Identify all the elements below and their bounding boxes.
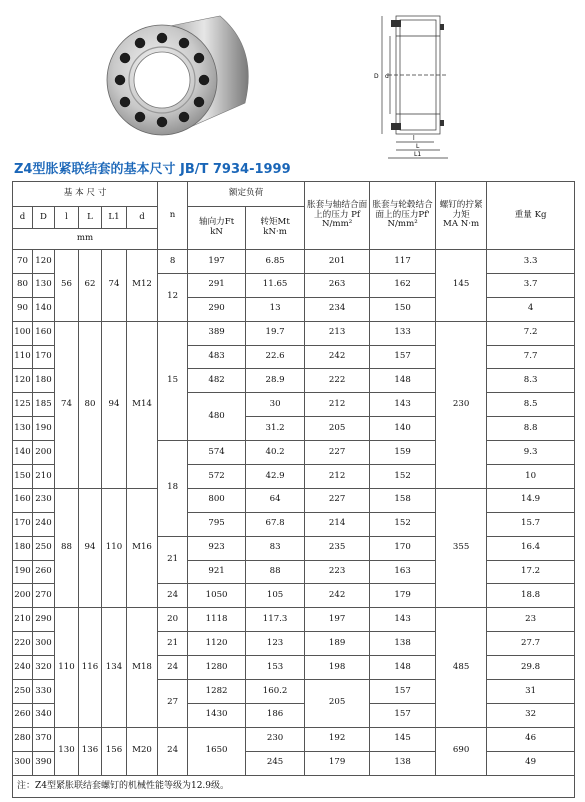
product-photo (100, 8, 260, 148)
cell-pf2: 148 (370, 656, 436, 680)
cell-pf: 234 (305, 297, 370, 321)
cell-mt: 105 (246, 584, 305, 608)
cell-pf2: 152 (370, 512, 436, 536)
cell-mt: 11.65 (246, 273, 305, 297)
cell-n: 21 (158, 632, 188, 656)
cell-pf2: 138 (370, 751, 436, 775)
cell-weight: 15.7 (487, 512, 575, 536)
cell-weight: 3.7 (487, 273, 575, 297)
cell-D: 300 (33, 632, 55, 656)
cell-mt: 40.2 (246, 441, 305, 465)
cell-D: 140 (33, 297, 55, 321)
cell-pf: 212 (305, 465, 370, 489)
cell-d: 190 (13, 560, 33, 584)
cell-n: 24 (158, 656, 188, 680)
cell-l: 74 (55, 321, 79, 488)
cell-mt: 67.8 (246, 512, 305, 536)
cell-ft: 1650 (188, 727, 246, 775)
header-pf2-unit: N/mm² (387, 219, 418, 230)
cell-l: 110 (55, 608, 79, 727)
cell-mt: 123 (246, 632, 305, 656)
cell-l: 130 (55, 727, 79, 775)
cell-L1: 110 (102, 488, 127, 607)
header-pf-label: 胀套与轴结合面上的压力 Pf (307, 199, 368, 220)
cell-d: 130 (13, 417, 33, 441)
cell-ft: 1118 (188, 608, 246, 632)
cell-pf2: 157 (370, 703, 436, 727)
cell-l: 56 (55, 250, 79, 322)
header-D: D (33, 207, 55, 229)
cell-pf: 227 (305, 441, 370, 465)
page-title: Z4型胀紧联结套的基本尺寸 JB/T 7934-1999 (14, 162, 291, 177)
cell-pf2: 145 (370, 727, 436, 751)
cell-pf2: 148 (370, 369, 436, 393)
cell-mt: 13 (246, 297, 305, 321)
cell-L1: 134 (102, 608, 127, 727)
cell-d: 260 (13, 703, 33, 727)
cell-mt: 153 (246, 656, 305, 680)
cell-d: 100 (13, 321, 33, 345)
cell-weight: 7.2 (487, 321, 575, 345)
header-L1: L1 (102, 207, 127, 229)
cell-D: 180 (33, 369, 55, 393)
cell-d: 125 (13, 393, 33, 417)
header-axial-force (188, 207, 246, 250)
cell-ft: 1120 (188, 632, 246, 656)
cell-pf: 205 (305, 680, 370, 728)
header-d: d (13, 207, 33, 229)
header-torque-label: 转矩Mt (260, 217, 290, 228)
header-pf-unit: N/mm² (322, 219, 353, 230)
cell-L1: 156 (102, 727, 127, 775)
cell-mt: 6.85 (246, 250, 305, 274)
cell-ma: 690 (436, 727, 487, 775)
cell-pf: 242 (305, 584, 370, 608)
cell-L: 62 (79, 250, 102, 322)
cell-ft: 921 (188, 560, 246, 584)
cell-d: 250 (13, 680, 33, 704)
cell-ft: 389 (188, 321, 246, 345)
cell-pf: 223 (305, 560, 370, 584)
cell-pf: 201 (305, 250, 370, 274)
cell-pf: 214 (305, 512, 370, 536)
cell-L1: 94 (102, 321, 127, 488)
cell-ma: 145 (436, 250, 487, 322)
cell-l: 88 (55, 488, 79, 607)
cell-L: 116 (79, 608, 102, 727)
cell-pf2: 143 (370, 608, 436, 632)
cell-pf2: 117 (370, 250, 436, 274)
cell-pf: 235 (305, 536, 370, 560)
cell-weight: 16.4 (487, 536, 575, 560)
cell-screw: M20 (127, 727, 158, 775)
cell-screw: M16 (127, 488, 158, 607)
cell-d: 220 (13, 632, 33, 656)
cell-ft: 800 (188, 488, 246, 512)
cell-pf2: 140 (370, 417, 436, 441)
cell-D: 260 (33, 560, 55, 584)
header-weight: 重量 Kg (487, 182, 575, 250)
cell-n: 27 (158, 680, 188, 728)
drawing-label-L: L (416, 143, 420, 150)
cell-mt: 30 (246, 393, 305, 417)
cell-mt: 160.2 (246, 680, 305, 704)
header-axial-label: 轴向力Ft (198, 217, 235, 228)
cell-pf2: 162 (370, 273, 436, 297)
cell-D: 330 (33, 680, 55, 704)
cell-weight: 8.3 (487, 369, 575, 393)
cell-weight: 10 (487, 465, 575, 489)
cell-pf2: 143 (370, 393, 436, 417)
cell-D: 120 (33, 250, 55, 274)
cell-d: 200 (13, 584, 33, 608)
cell-ft: 1050 (188, 584, 246, 608)
header-pf2-label: 胀套与轮毂结合面上的压力Pf' (372, 199, 433, 220)
cell-d: 160 (13, 488, 33, 512)
cell-ft: 480 (188, 393, 246, 441)
cell-pf2: 163 (370, 560, 436, 584)
cell-weight: 23 (487, 608, 575, 632)
cell-pf2: 157 (370, 680, 436, 704)
cell-pf2: 138 (370, 632, 436, 656)
cell-mt: 186 (246, 703, 305, 727)
cell-weight: 31 (487, 680, 575, 704)
cell-ma: 485 (436, 608, 487, 727)
cell-pf: 192 (305, 727, 370, 751)
cell-mt: 245 (246, 751, 305, 775)
cell-D: 170 (33, 345, 55, 369)
cell-mt: 28.9 (246, 369, 305, 393)
cell-D: 390 (33, 751, 55, 775)
cell-D: 210 (33, 465, 55, 489)
cell-pf2: 158 (370, 488, 436, 512)
cell-d: 120 (13, 369, 33, 393)
cell-ft: 197 (188, 250, 246, 274)
cell-D: 190 (33, 417, 55, 441)
header-basic-dims: 基 本 尺 寸 (13, 182, 158, 207)
header-ma-label: 螺钉的拧紧力矩 (439, 199, 483, 220)
cell-screw: M14 (127, 321, 158, 488)
header-ma (436, 182, 487, 250)
drawing-label-l: l (413, 135, 415, 142)
cell-D: 130 (33, 273, 55, 297)
cell-pf2: 157 (370, 345, 436, 369)
cell-d: 110 (13, 345, 33, 369)
cell-ft: 574 (188, 441, 246, 465)
cell-ft: 572 (188, 465, 246, 489)
cell-n: 24 (158, 727, 188, 775)
cell-weight: 29.8 (487, 656, 575, 680)
cell-d: 80 (13, 273, 33, 297)
cell-pf: 205 (305, 417, 370, 441)
cell-screw: M12 (127, 250, 158, 322)
cell-pf2: 159 (370, 441, 436, 465)
cell-mt: 64 (246, 488, 305, 512)
drawing-label-d: d (385, 73, 389, 80)
cell-d: 280 (13, 727, 33, 751)
cell-pf: 222 (305, 369, 370, 393)
cell-d: 240 (13, 656, 33, 680)
cell-ft: 482 (188, 369, 246, 393)
header-torque-unit: kN·m (263, 227, 287, 237)
cell-mt: 42.9 (246, 465, 305, 489)
cell-mt: 83 (246, 536, 305, 560)
cell-ft: 1430 (188, 703, 246, 727)
cell-weight: 4 (487, 297, 575, 321)
cell-d: 180 (13, 536, 33, 560)
cell-mt: 19.7 (246, 321, 305, 345)
header-n: n (158, 182, 188, 250)
cell-D: 230 (33, 488, 55, 512)
cell-ft: 923 (188, 536, 246, 560)
cell-pf2: 133 (370, 321, 436, 345)
cell-weight: 18.8 (487, 584, 575, 608)
cell-weight: 7.7 (487, 345, 575, 369)
cell-ft: 1280 (188, 656, 246, 680)
header-ma-unit: MA N·m (443, 219, 480, 230)
cell-d: 150 (13, 465, 33, 489)
cell-n: 20 (158, 608, 188, 632)
cell-weight: 3.3 (487, 250, 575, 274)
cell-pf: 263 (305, 273, 370, 297)
cell-weight: 32 (487, 703, 575, 727)
cell-d: 140 (13, 441, 33, 465)
cell-pf2: 179 (370, 584, 436, 608)
cell-n: 21 (158, 536, 188, 584)
cell-mt: 230 (246, 727, 305, 751)
cell-ma: 355 (436, 488, 487, 607)
cell-weight: 49 (487, 751, 575, 775)
cell-D: 290 (33, 608, 55, 632)
cell-ft: 291 (188, 273, 246, 297)
cell-D: 200 (33, 441, 55, 465)
cell-L: 80 (79, 321, 102, 488)
header-rated-load: 额定负荷 (188, 182, 305, 207)
cell-D: 160 (33, 321, 55, 345)
table-note: 注：Z4型紧胀联结套螺钉的机械性能等级为12.9级。 (13, 775, 575, 797)
cell-weight: 9.3 (487, 441, 575, 465)
cell-pf: 179 (305, 751, 370, 775)
cell-weight: 46 (487, 727, 575, 751)
header-unit-mm: mm (13, 229, 158, 250)
cell-pf: 198 (305, 656, 370, 680)
cell-n: 15 (158, 321, 188, 440)
cell-L: 94 (79, 488, 102, 607)
technical-drawing (368, 6, 470, 168)
cell-d: 170 (13, 512, 33, 536)
cell-n: 24 (158, 584, 188, 608)
cell-d: 90 (13, 297, 33, 321)
cell-ma: 230 (436, 321, 487, 488)
cell-weight: 8.5 (487, 393, 575, 417)
cell-d: 210 (13, 608, 33, 632)
cell-pf2: 170 (370, 536, 436, 560)
cell-screw: M18 (127, 608, 158, 727)
cell-weight: 14.9 (487, 488, 575, 512)
cell-D: 270 (33, 584, 55, 608)
cell-ft: 795 (188, 512, 246, 536)
header-pf (305, 182, 370, 250)
cell-weight: 8.8 (487, 417, 575, 441)
cell-weight: 17.2 (487, 560, 575, 584)
cell-n: 12 (158, 273, 188, 321)
header-l: l (55, 207, 79, 229)
cell-n: 8 (158, 250, 188, 274)
cell-pf: 213 (305, 321, 370, 345)
cell-d: 70 (13, 250, 33, 274)
cell-ft: 483 (188, 345, 246, 369)
drawing-label-D: D (374, 73, 379, 80)
header-d-screw: d (127, 207, 158, 229)
drawing-label-L1: L1 (414, 151, 422, 158)
cell-D: 320 (33, 656, 55, 680)
cell-pf: 227 (305, 488, 370, 512)
cell-mt: 31.2 (246, 417, 305, 441)
cell-mt: 88 (246, 560, 305, 584)
cell-ft: 290 (188, 297, 246, 321)
cell-weight: 27.7 (487, 632, 575, 656)
cell-ft: 1282 (188, 680, 246, 704)
header-torque (246, 207, 305, 250)
cell-D: 185 (33, 393, 55, 417)
spec-table (12, 181, 575, 798)
cell-n: 18 (158, 441, 188, 537)
cell-D: 240 (33, 512, 55, 536)
cell-pf2: 150 (370, 297, 436, 321)
cell-pf2: 152 (370, 465, 436, 489)
cell-D: 250 (33, 536, 55, 560)
header-L: L (79, 207, 102, 229)
cell-D: 340 (33, 703, 55, 727)
cell-pf: 242 (305, 345, 370, 369)
cell-pf: 189 (305, 632, 370, 656)
cell-D: 370 (33, 727, 55, 751)
cell-pf: 212 (305, 393, 370, 417)
cell-L1: 74 (102, 250, 127, 322)
cell-pf: 197 (305, 608, 370, 632)
header-pf2 (370, 182, 436, 250)
header-axial-unit: kN (210, 227, 223, 237)
cell-L: 136 (79, 727, 102, 775)
cell-mt: 22.6 (246, 345, 305, 369)
cell-d: 300 (13, 751, 33, 775)
cell-mt: 117.3 (246, 608, 305, 632)
